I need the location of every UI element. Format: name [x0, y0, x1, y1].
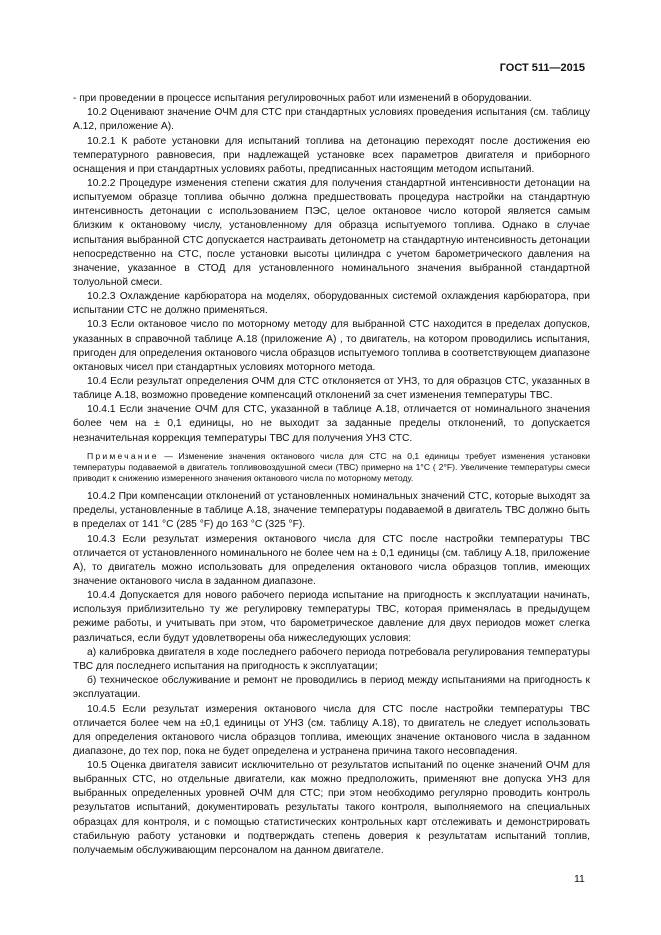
page-number: 11: [574, 873, 585, 885]
paragraph: 10.2.2 Процедуре изменения степени сжатия для получения стандартной интенсивности детонации на испытуемом образце топлива обычно должна предшествовать процедура настройки на стандартную интенсивность детонации с использованием ПЭС, целое октановое число которой является самым близким к октановому числу, установленному для образца испытуемого топлива. Однако в случае испытания выбранной СТС допускается настраивать детонометр на стандартную интенсивность детонации непосредственно на СТС, после установки высоты цилиндра с учетом барометрического давления на значение, указанное в СТОД для установленного номинального значения выбранной стандартной толуольной смеси.: [73, 178, 590, 288]
paragraph: 10.4.5 Если результат измерения октанового числа для СТС после настройки температуры ТВС отличается более чем на ±0,1 единицы от УНЗ (см. таблицу А.18), то двигатель не следует использовать для определения октанового числа образцов топлива, имеющих значение октанового числа в заданном диапазоне, до тех пор, пока не будет определена и устранена причина такого несовпадения.: [73, 703, 590, 757]
paragraph: 10.4 Если результат определения ОЧМ для СТС отклоняется от УНЗ, то для образцов СТС, указанных в таблице А.18, возможно проведение компенсаций отклонений за счет изменения температуры ТВС.: [73, 376, 590, 402]
list-item: а) калибровка двигателя в ходе последнего рабочего периода потребовала регулирования температуры ТВС для последнего испытания на пригодность к эксплуатации;: [73, 646, 590, 672]
note: [73, 451, 590, 485]
paragraph: 10.2 Оценивают значение ОЧМ для СТС при стандартных условиях проведения испытания (см. таблицу А.12, приложение А).: [73, 107, 590, 133]
paragraph: 10.4.4 Допускается для нового рабочего периода испытание на пригодность к эксплуатации начинать, используя приблизительно ту же регулировку температуры ТВС, которая применялась в предыдущем режиме работы, и учитывать при этом, что барометрическое давление для двух периодов может слегка различаться, если будут удовлетворены оба нижеследующих условия:: [73, 590, 590, 644]
paragraph: - при проведении в процессе испытания регулировочных работ или изменений в оборудовании.: [73, 93, 532, 104]
paragraph: 10.4.3 Если результат измерения октанового числа для СТС после настройки температуры ТВС отличается от установленного номинального не более чем на ± 0,1 единицы (см. таблицу А.18, приложение А), то двигатель можно использовать для определения октанового числа образцов топлив, имеющих значение октанового числа в заданном диапазоне.: [73, 533, 590, 588]
standard-designation: ГОСТ 511—2015: [499, 62, 585, 74]
paragraph: 10.4.1 Если значение ОЧМ для СТС, указанной в таблице А.18, отличается от номинального значения более чем на ± 0,1 единицы, но не выходит за заданные пределы отклонений, то допускается незначительная коррекция температуры ТВС для получения УНЗ СТС.: [73, 404, 590, 444]
paragraph: 10.3 Если октановое число по моторному методу для выбранной СТС находится в пределах допусков, указанных в справочной таблице А.18 (приложение А) , то двигатель, на котором проводились испытания, пригоден для определения октанового числа образцов испытуемого топлива в соответствующем диапазоне октановых чисел при стандартных условиях моторного метода.: [73, 319, 590, 373]
note-label: Примечание: [87, 450, 159, 461]
paragraph: 10.2.3 Охлаждение карбюратора на моделях, оборудованных системой охлаждения карбюратора, при испытании СТС не должно применяться.: [73, 291, 590, 317]
paragraph: 10.5 Оценка двигателя зависит исключительно от результатов испытаний по оценке значений ОЧМ для выбранных СТС, но отдельные двигатели, как можно предположить, применяют вне допуска УНЗ для выбранных определенных уровней ОЧМ для СТС; при этом необходимо регулярно проводить контроль результатов испытаний, документировать результаты такого контроля, выполняемого на специальных образцах для контроля, и с помощью статистических контрольных карт отслеживать и демонстрировать стабильную работу установки и подтверждать степень доверия к результатам испытаний топлив, получаемым обслуживающим персоналом на данном двигателе.: [73, 760, 590, 856]
note-text: — Изменение значения октанового числа для СТС на 0,1 единицы требует изменения установки температуры подаваемой в двигатель топливовоздушной смеси (ТВС) примерно на 1°С ( 2°F). Увеличение температуры смеси приводит к снижению измеренного значения октанового числа по моторному методу.: [73, 450, 590, 484]
document-body: [73, 92, 590, 858]
list-item: б) техническое обслуживание и ремонт не проводились в период между испытаниями на пригодность к эксплуатации.: [73, 675, 590, 701]
paragraph: 10.2.1 К работе установки для испытаний топлива на детонацию переходят после достижения ею температурного равновесия, при надлежащей установке всех параметров двигателя и приборного оснащения и при стандартных условиях работы, предписанных настоящим методом испытаний.: [73, 135, 590, 175]
paragraph: 10.4.2 При компенсации отклонений от установленных номинальных значений СТС, которые выходят за пределы, установленные в таблице А.18, значение температуры подаваемой в двигатель ТВС должно быть в пределах от 141 °С (285 °F) до 163 °С (325 °F).: [73, 491, 590, 531]
